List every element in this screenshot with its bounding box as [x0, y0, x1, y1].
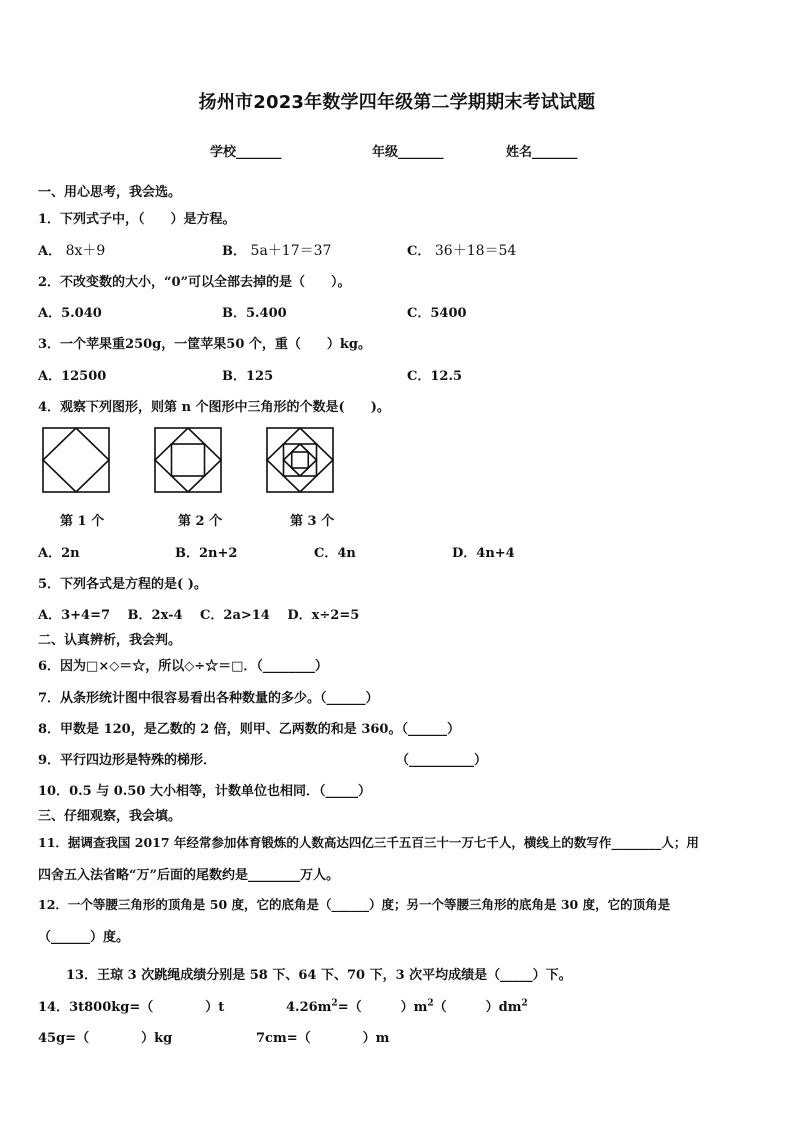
q2-option-b: B．5.400 — [222, 306, 287, 321]
q14-p2-a: 4.26m — [286, 1000, 332, 1015]
q1-option-a-expr: 8x＋9 — [65, 243, 106, 259]
question-14-part-2 — [286, 996, 528, 1015]
q14-p2-sup-1: 2 — [331, 998, 338, 1009]
q14-p2-c: （ ）dm — [433, 1000, 522, 1015]
figure-3-caption: 第 3 个 — [290, 514, 335, 529]
q3-option-c: C．12.5 — [407, 369, 463, 384]
q2-option-c: C．5400 — [407, 306, 467, 321]
q14-p2-sup-2: 2 — [427, 998, 434, 1009]
name-field: 姓名_______ — [506, 145, 578, 160]
question-14-part-1: 14．3t800kg=（ ）t — [38, 1000, 225, 1015]
section-heading-3: 三、仔细观察，我会填。 — [38, 809, 182, 824]
grade-field: 年级_______ — [372, 145, 444, 160]
question-10: 10．0.5 与 0.50 大小相等，计数单位也相同．（_____） — [38, 784, 371, 799]
q4-option-c: C．4n — [314, 546, 356, 561]
q1-option-a — [38, 240, 105, 260]
question-12-line-2: （______）度。 — [38, 930, 130, 945]
question-14-part-4: 7cm=（ ）m — [256, 1031, 390, 1046]
question-2: 2．不改变数的大小，“0”可以全部去掉的是（ ）。 — [38, 275, 351, 290]
q1-option-b — [222, 240, 331, 260]
q3-option-a: A．12500 — [38, 369, 107, 384]
q3-option-b: B．125 — [222, 369, 274, 384]
question-14-part-3: 45g=（ ）kg — [38, 1031, 173, 1046]
section-heading-2: 二、认真辨析，我会判。 — [38, 633, 182, 648]
q5-options: A．3+4=7 B．2x-4 C．2a>14 D．x÷2=5 — [38, 608, 360, 623]
question-11-line-1: 11．据调查我国 2017 年经常参加体育锻炼的人数高达四亿三千五百三十一万七千人，横线上的数写作________人；用 — [38, 835, 699, 850]
q1-option-c-label: C． — [407, 244, 431, 259]
figure-1 — [42, 427, 112, 495]
q1-option-a-label: A． — [38, 244, 62, 259]
figure-1-caption: 第 1 个 — [60, 514, 105, 529]
q4-option-b: B．2n+2 — [175, 546, 238, 561]
figure-2-caption: 第 2 个 — [178, 514, 223, 529]
question-4: 4．观察下列图形，则第 n 个图形中三角形的个数是( )。 — [38, 400, 390, 415]
question-13: 13．王琼 3 次跳绳成绩分别是 58 下、64 下、70 下，3 次平均成绩是（_____）下。 — [66, 968, 572, 983]
q4-option-a: A．2n — [38, 546, 80, 561]
question-9: 9．平行四边形是特殊的梯形． — [38, 753, 217, 768]
q14-p2-sup-3: 2 — [521, 998, 528, 1009]
school-field: 学校_______ — [210, 145, 282, 160]
question-6: 6．因为□×◇＝☆，所以◇÷☆＝□．（________） — [38, 659, 328, 674]
figure-3 — [266, 427, 336, 495]
figure-2 — [154, 427, 224, 495]
question-8: 8．甲数是 120，是乙数的 2 倍，则甲、乙两数的和是 360。（______） — [38, 722, 460, 737]
question-9-blank: （__________） — [396, 753, 488, 768]
page-title: 扬州市2023年数学四年级第二学期期末考试试题 — [198, 92, 596, 113]
q1-option-c — [407, 240, 516, 260]
question-11-line-2: 四舍五入法省略“万”后面的尾数约是________万人。 — [38, 868, 339, 883]
q1-option-b-label: B． — [222, 244, 246, 259]
question-5: 5．下列各式是方程的是( )。 — [38, 577, 207, 592]
q2-option-a: A．5.040 — [38, 306, 102, 321]
q1-option-c-expr: 36＋18＝54 — [434, 243, 517, 259]
question-12-line-1: 12．一个等腰三角形的顶角是 50 度，它的底角是（______）度；另一个等腰三角形的底角是 30 度，它的顶角是 — [38, 897, 671, 912]
question-3: 3．一个苹果重250g，一筐苹果50 个，重（ ）kg。 — [38, 337, 371, 352]
question-7: 7．从条形统计图中很容易看出各种数量的多少。（______） — [38, 691, 379, 706]
q4-option-d: D．4n+4 — [452, 546, 515, 561]
q1-option-b-expr: 5a＋17＝37 — [250, 243, 332, 259]
question-1: 1．下列式子中，（ ）是方程。 — [38, 212, 236, 227]
q14-p2-b: =（ ）m — [337, 1000, 428, 1015]
section-heading-1: 一、用心思考，我会选。 — [38, 185, 182, 200]
